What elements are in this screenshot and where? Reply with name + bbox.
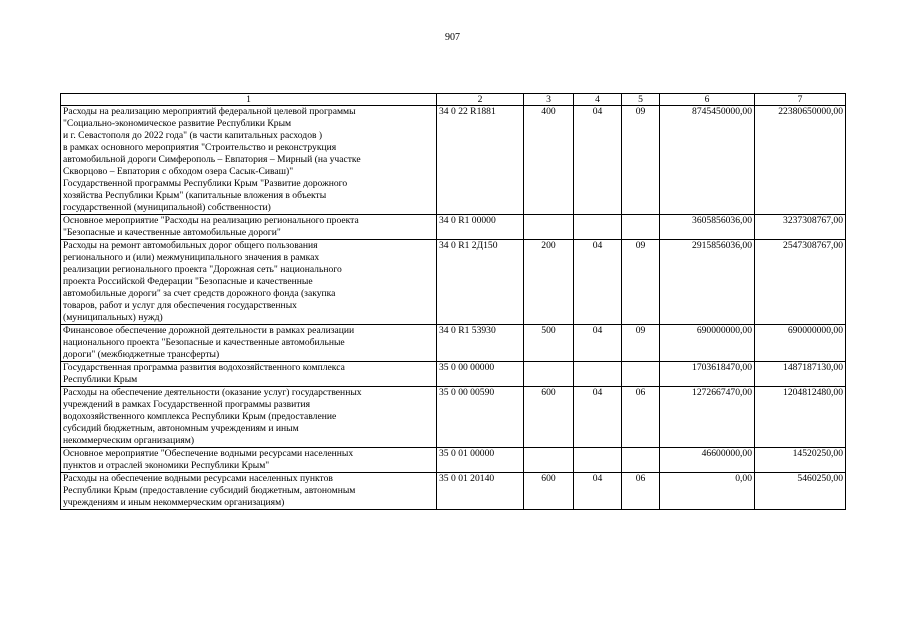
amount-column-6: 3605856036,00 bbox=[660, 215, 755, 240]
column-header: 1 bbox=[61, 94, 437, 106]
expense-type-code: 500 bbox=[524, 325, 574, 362]
section-code bbox=[574, 448, 622, 473]
row-description: Финансовое обеспечение дорожной деятельности в рамках реализации национального проекта "Безопасные и качественные автомобильные дороги" (межбюджетные трансферты) bbox=[61, 325, 437, 362]
section-code bbox=[574, 362, 622, 387]
column-header: 3 bbox=[524, 94, 574, 106]
amount-column-7: 22380650000,00 bbox=[755, 106, 846, 215]
section-code: 04 bbox=[574, 387, 622, 448]
amount-column-6: 1272667470,00 bbox=[660, 387, 755, 448]
table-row bbox=[61, 106, 846, 215]
subsection-code bbox=[622, 448, 660, 473]
expense-type-code bbox=[524, 448, 574, 473]
row-description: Расходы на реализацию мероприятий федеральной целевой программы "Социально-экономическое развитие Республики Крым и г. Севастополя до 2022 года" (в части капитальных расходов ) в рамках основного мероприятия "Строительство и реконструкция автомобильной дороги Симферополь – Евпатория – Мирный (на участке Скворцово – Евпатория с обходом озера Сасык-Сиваш)" Государственной программы Республики Крым "Развитие дорожного хозяйства Республики Крым" (капитальные вложения в объекты государственной (муниципальной) собственности) bbox=[61, 106, 437, 215]
amount-column-7: 2547308767,00 bbox=[755, 240, 846, 325]
expense-type-code: 600 bbox=[524, 473, 574, 510]
row-description: Основное мероприятие "Обеспечение водными ресурсами населенных пунктов и отраслей экономики Республики Крым" bbox=[61, 448, 437, 473]
target-article-code: 35 0 01 20140 bbox=[437, 473, 524, 510]
amount-column-7: 1487187130,00 bbox=[755, 362, 846, 387]
amount-column-7: 1204812480,00 bbox=[755, 387, 846, 448]
table-row bbox=[61, 325, 846, 362]
table-row bbox=[61, 448, 846, 473]
column-header: 5 bbox=[622, 94, 660, 106]
amount-column-6: 1703618470,00 bbox=[660, 362, 755, 387]
row-description: Основное мероприятие "Расходы на реализацию регионального проекта "Безопасные и качественные автомобильные дороги" bbox=[61, 215, 437, 240]
subsection-code bbox=[622, 215, 660, 240]
subsection-code: 06 bbox=[622, 473, 660, 510]
column-header: 2 bbox=[437, 94, 524, 106]
expense-type-code: 600 bbox=[524, 387, 574, 448]
target-article-code: 34 0 R1 00000 bbox=[437, 215, 524, 240]
subsection-code: 09 bbox=[622, 106, 660, 215]
section-code: 04 bbox=[574, 240, 622, 325]
row-description: Государственная программа развития водохозяйственного комплекса Республики Крым bbox=[61, 362, 437, 387]
subsection-code: 09 bbox=[622, 240, 660, 325]
target-article-code: 34 0 22 R1881 bbox=[437, 106, 524, 215]
subsection-code: 09 bbox=[622, 325, 660, 362]
amount-column-6: 8745450000,00 bbox=[660, 106, 755, 215]
target-article-code: 35 0 01 00000 bbox=[437, 448, 524, 473]
amount-column-7: 14520250,00 bbox=[755, 448, 846, 473]
target-article-code: 35 0 00 00590 bbox=[437, 387, 524, 448]
page-number: 907 bbox=[445, 32, 460, 43]
column-header: 6 bbox=[660, 94, 755, 106]
subsection-code: 06 bbox=[622, 387, 660, 448]
expense-type-code: 400 bbox=[524, 106, 574, 215]
amount-column-7: 5460250,00 bbox=[755, 473, 846, 510]
section-code: 04 bbox=[574, 106, 622, 215]
amount-column-6: 46600000,00 bbox=[660, 448, 755, 473]
table-row bbox=[61, 387, 846, 448]
budget-table bbox=[60, 93, 846, 510]
table-row bbox=[61, 215, 846, 240]
row-description: Расходы на обеспечение водными ресурсами населенных пунктов Республики Крым (предоставление субсидий бюджетным, автономным учреждениям и иным некоммерческим организациям) bbox=[61, 473, 437, 510]
target-article-code: 35 0 00 00000 bbox=[437, 362, 524, 387]
column-header: 4 bbox=[574, 94, 622, 106]
table-row bbox=[61, 240, 846, 325]
table-header-row bbox=[61, 94, 846, 106]
table-row bbox=[61, 362, 846, 387]
amount-column-6: 2915856036,00 bbox=[660, 240, 755, 325]
amount-column-6: 0,00 bbox=[660, 473, 755, 510]
amount-column-7: 3237308767,00 bbox=[755, 215, 846, 240]
expense-type-code bbox=[524, 362, 574, 387]
target-article-code: 34 0 R1 2Д150 bbox=[437, 240, 524, 325]
section-code: 04 bbox=[574, 325, 622, 362]
row-description: Расходы на ремонт автомобильных дорог общего пользования регионального и (или) межмуниципального значения в рамках реализации регионального проекта "Дорожная сеть" национального проекта Российской Федерации "Безопасные и качественные автомобильные дороги" за счет средств дорожного фонда (закупка товаров, работ и услуг для обеспечения государственных (муниципальных) нужд) bbox=[61, 240, 437, 325]
table-row bbox=[61, 473, 846, 510]
target-article-code: 34 0 R1 53930 bbox=[437, 325, 524, 362]
section-code: 04 bbox=[574, 473, 622, 510]
amount-column-6: 690000000,00 bbox=[660, 325, 755, 362]
amount-column-7: 690000000,00 bbox=[755, 325, 846, 362]
row-description: Расходы на обеспечение деятельности (оказание услуг) государственных учреждений в рамках Государственной программы развития водохозяйственного комплекса Республики Крым (предоставление субсидий бюджетным, автономным учреждениям и иным некоммерческим организациям) bbox=[61, 387, 437, 448]
column-header: 7 bbox=[755, 94, 846, 106]
expense-type-code bbox=[524, 215, 574, 240]
expense-type-code: 200 bbox=[524, 240, 574, 325]
subsection-code bbox=[622, 362, 660, 387]
section-code bbox=[574, 215, 622, 240]
